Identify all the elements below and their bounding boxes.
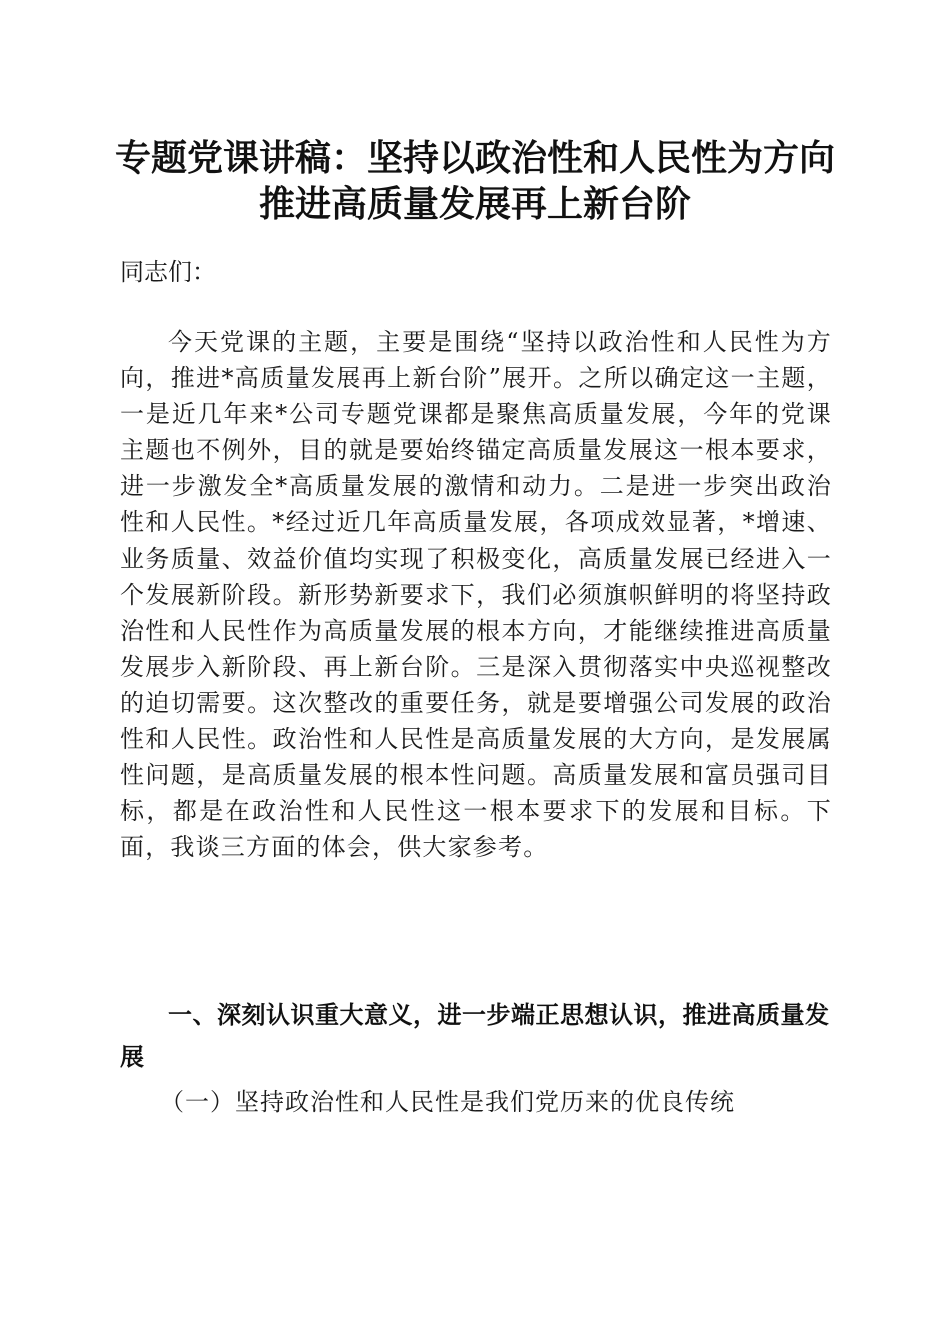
document-title-line1: 专题党课讲稿：坚持以政治性和人民性为方向: [114, 137, 835, 179]
greeting: 同志们：: [120, 258, 216, 286]
document-title-line2: 推进高质量发展再上新台阶: [258, 183, 691, 225]
body-paragraph: 今天党课的主题，主要是围绕“坚持以政治性和人民性为方向，推进*高质量发展再上新台阶”展开。之所以确定这一主题，一是近几年来*公司专题党课都是聚焦高质量发展，今年的党课主题也不例外，目的就是要始终锚定高质量发展这一根本要求，进一步激发全*高质量发展的激情和动力。二是进一步突出政治性和人民性。*经过近几年高质量发展，各项成效显著，*增速、业务质量、效益价值均实现了积极变化，高质量发展已经进入一个发展新阶段。新形势新要求下，我们必须旗帜鲜明的将坚持政治性和人民性作为高质量发展的根本方向，才能继续推进高质量发展步入新阶段、再上新台阶。三是深入贯彻落实中央巡视整改的迫切需要。这次整改的重要任务，就是要增强公司发展的政治性和人民性。政治性和人民性是高质量发展的大方向，是发展属性问题，是高质量发展的根本性问题。高质量发展和富员强司目标，都是在政治性和人民性这一根本要求下的发展和目标。下面，我谈三方面的体会，供大家参考。: [120, 328, 832, 862]
subsection-heading-1: （一）坚持政治性和人民性是我们党历来的优良传统: [160, 1088, 735, 1116]
section-heading-1: 一、深刻认识重大意义，进一步端正思想认识，推进高质量发展: [120, 1001, 830, 1071]
